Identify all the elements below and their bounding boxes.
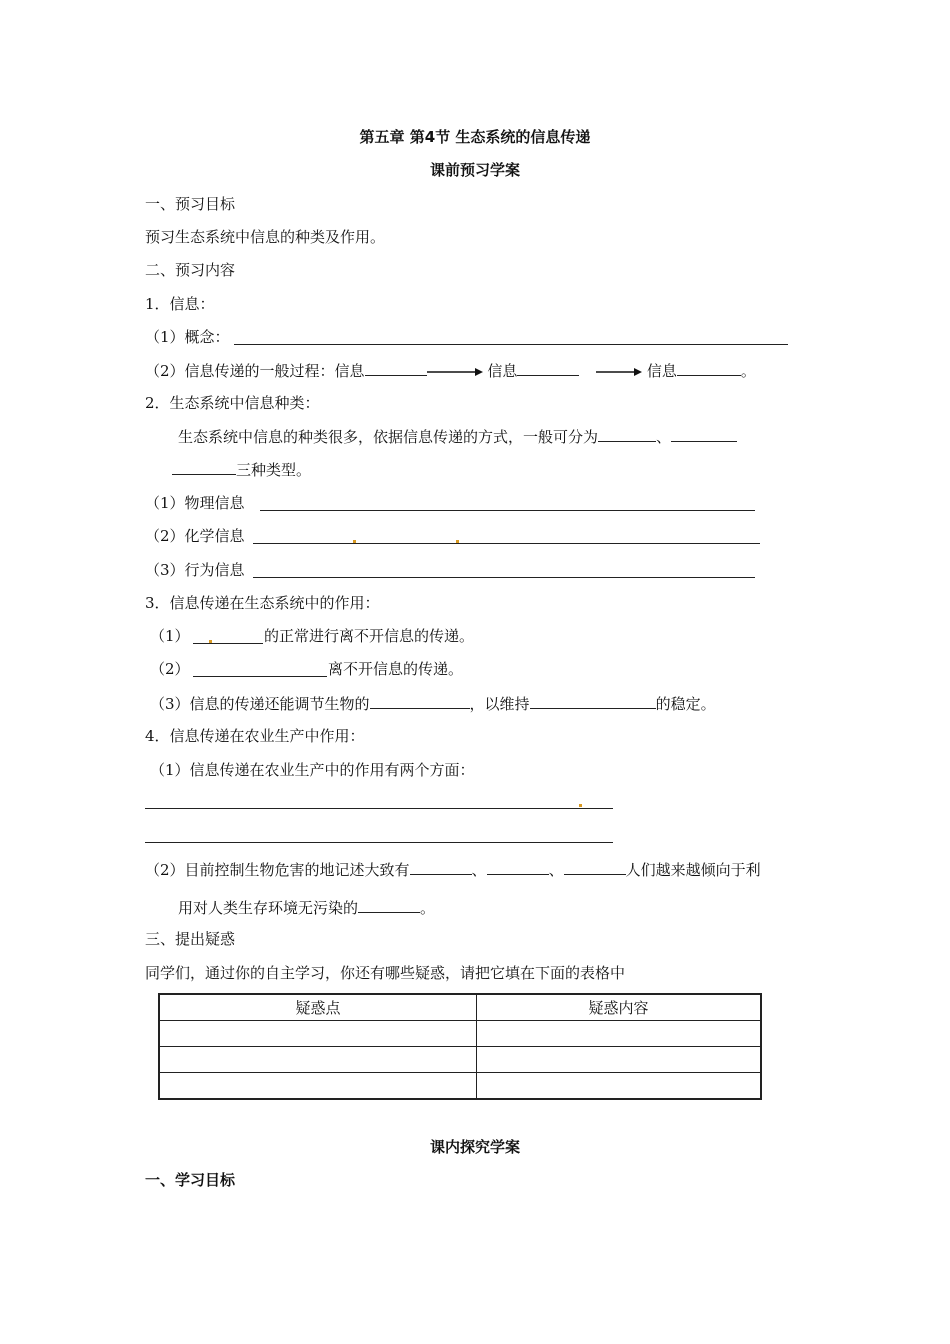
table-row [159,1047,761,1073]
item4-heading: 4．信息传递在农业生产中作用： [145,727,365,745]
table-row [159,1073,761,1100]
method-blank-2[interactable] [487,859,549,875]
behavior-row [145,560,245,580]
types-para-line2 [172,459,311,480]
role-3-b: ，以维持 [469,695,530,713]
arrow-icon [427,366,483,378]
page-title: 第五章 第4节 生态系统的信息传递 [359,128,591,146]
goal-text: 预习生态系统中信息的种类及作用。 [145,228,386,246]
role-blank-2[interactable] [193,676,327,677]
role-3-c: 的稳定。 [655,695,716,713]
doubts-table [158,993,762,1100]
mark-dot [209,640,212,643]
role-blank-4[interactable] [530,693,656,709]
role-1-prefix: （1） [150,627,190,645]
behavior-label: （3）行为信息 [145,561,245,579]
agri-blank-1[interactable] [145,808,613,809]
type-blank-1[interactable] [598,426,656,442]
process-blank-2[interactable] [517,360,579,376]
type-sep: 、 [656,428,672,446]
agri-2-b: 人们越来越倾向于利 [625,861,761,879]
chemical-label: （2）化学信息 [145,527,245,545]
section-heading-content: 二、预习内容 [145,261,236,279]
concept-blank[interactable] [234,344,788,345]
types-para-b: 三种类型。 [236,461,312,479]
process-row [145,360,756,381]
method-blank-1[interactable] [410,859,472,875]
physical-row [145,493,245,513]
role-3-a: （3）信息的传递还能调节生物的 [150,695,370,713]
concept-label: （1）概念： [145,328,230,346]
arrow-icon [596,366,642,378]
role-row-1 [150,626,190,646]
inclass-subtitle: 课内探究学案 [429,1138,520,1156]
table-cell[interactable] [159,1047,477,1073]
section-heading-goal: 一、预习目标 [145,195,236,213]
method-blank-3[interactable] [564,859,626,875]
role-2-prefix: （2） [150,660,190,678]
chemical-blank[interactable] [253,543,760,544]
method-blank-4[interactable] [358,897,420,913]
agri-blank-2[interactable] [145,842,613,843]
role-blank-3[interactable] [370,693,470,709]
table-header: 疑惑点 [159,994,477,1021]
mark-dot [353,540,356,543]
role-1-suffix: 的正常进行离不开信息的传递。 [264,627,475,645]
concept-row [145,327,230,347]
table-cell[interactable] [477,1073,762,1100]
role-2-suffix: 离不开信息的传递。 [328,660,464,678]
item1-heading: 1．信息： [145,295,215,313]
process-blank-1[interactable] [365,360,427,376]
process-label: （2）信息传递的一般过程：信息 [145,362,365,380]
item3-heading: 3．信息传递在生态系统中的作用： [145,594,380,612]
types-para-a: 生态系统中信息的种类很多，依据信息传递的方式，一般可分为 [178,428,599,446]
section-heading-doubts: 三、提出疑惑 [145,930,236,948]
agri-row-2 [145,859,761,880]
process-mid-1: 信息 [487,362,518,380]
table-cell[interactable] [159,1073,477,1100]
method-sep-2: 、 [548,861,564,879]
physical-blank[interactable] [260,510,755,511]
preview-subtitle: 课前预习学案 [429,161,520,179]
table-header: 疑惑内容 [477,994,762,1021]
type-blank-2[interactable] [671,426,737,442]
role-row-3 [150,693,716,714]
process-mid-2: 信息 [646,362,677,380]
agri-2-a: （2）目前控制生物危害的地记述大致有 [145,861,410,879]
table-cell[interactable] [477,1021,762,1047]
physical-label: （1）物理信息 [145,494,245,512]
agri-row-1: （1）信息传递在农业生产中的作用有两个方面： [150,761,475,779]
method-sep-1: 、 [471,861,487,879]
table-row [159,1021,761,1047]
type-blank-3[interactable] [172,459,236,475]
table-cell[interactable] [159,1021,477,1047]
chemical-row [145,526,245,546]
process-end: 。 [740,362,756,380]
agri-row-3 [178,897,435,918]
mark-dot [579,804,582,807]
table-cell[interactable] [477,1047,762,1073]
agri-2-end: 。 [420,899,436,917]
doubts-instruction: 同学们，通过你的自主学习，你还有哪些疑惑，请把它填在下面的表格中 [145,964,626,982]
table-header-row [159,994,761,1021]
inclass-section-heading: 一、学习目标 [145,1171,236,1189]
role-row-2 [150,659,190,679]
agri-2-c: 用对人类生存环境无污染的 [178,899,359,917]
role-blank-1[interactable] [193,643,263,644]
behavior-blank[interactable] [253,577,755,578]
process-blank-3[interactable] [677,360,741,376]
item2-heading: 2．生态系统中信息种类： [145,394,320,412]
types-para-line1 [178,426,737,447]
mark-dot [456,540,459,543]
